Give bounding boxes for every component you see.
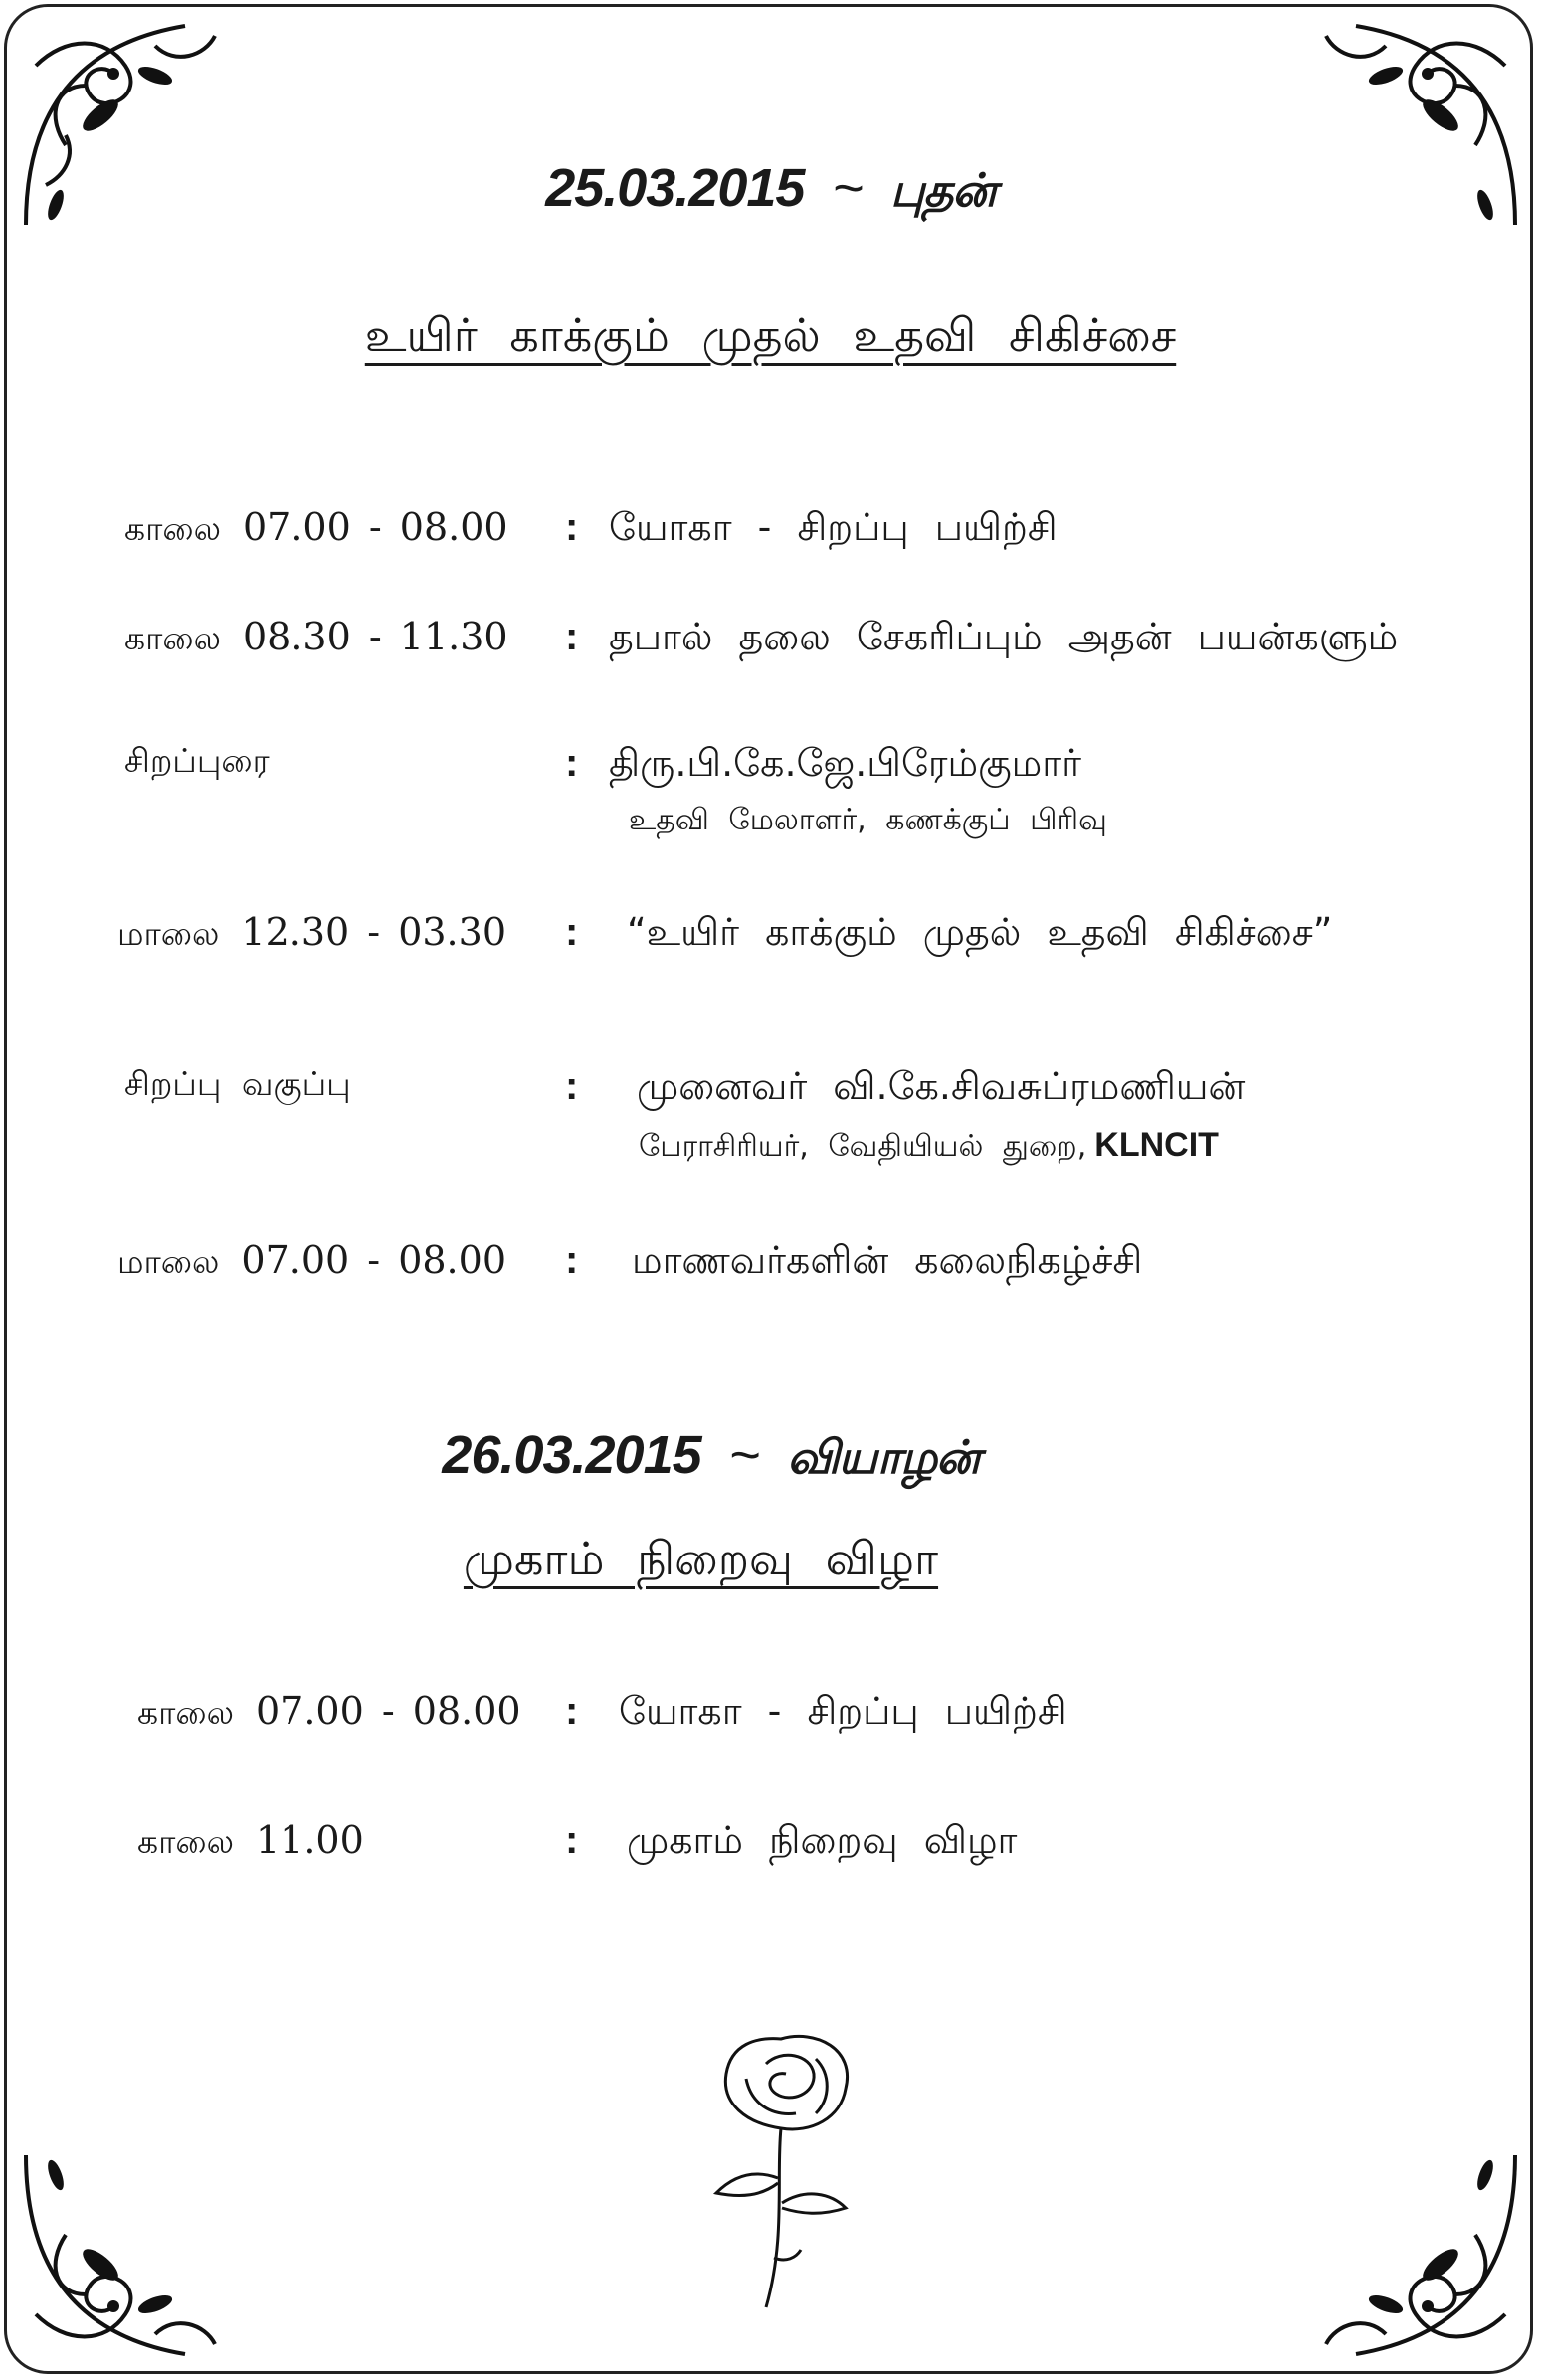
day1-topic <box>0 308 1541 369</box>
day2-date: 26.03.2015 <box>442 1425 701 1485</box>
schedule-row <box>0 1238 1541 1298</box>
row-colon: : <box>565 615 579 658</box>
row-value: முனைவர் வி.கே.சிவசுப்ரமணியன் <box>637 1064 1246 1108</box>
schedule-row <box>0 1064 1541 1164</box>
row-value: யோகா - சிறப்பு பயிற்சி <box>619 1689 1067 1733</box>
row-label: மாலை 07.00 - 08.00 <box>117 1238 506 1282</box>
row-label: மாலை 12.30 - 03.30 <box>117 910 506 954</box>
row-colon: : <box>565 505 579 549</box>
row-colon: : <box>565 1064 579 1108</box>
row-label: காலை 11.00 <box>137 1818 364 1862</box>
row-label: காலை 07.00 - 08.00 <box>137 1689 521 1733</box>
row-value: தபால் தலை சேகரிப்பும் அதன் பயன்களும் <box>609 615 1399 658</box>
schedule-row <box>0 741 1541 837</box>
day1-heading <box>0 157 1541 224</box>
day1-topic-text: உயிர் காக்கும் முதல் உதவி சிகிச்சை <box>364 308 1177 362</box>
schedule-row <box>0 1689 1541 1748</box>
row-label: சிறப்பு வகுப்பு <box>124 1064 351 1103</box>
corner-ornament-bottom-left <box>6 2135 245 2374</box>
day2-separator: ~ <box>728 1425 760 1485</box>
day2-heading <box>0 1424 1541 1491</box>
row-value: திரு.பி.கே.ஜே.பிரேம்குமார் <box>609 741 1081 785</box>
day2-weekday: வியாழன் <box>787 1430 980 1484</box>
row-label: காலை 07.00 - 08.00 <box>124 505 508 549</box>
day1-weekday: புதன் <box>890 163 996 217</box>
row-value: “உயிர் காக்கும் முதல் உதவி சிகிச்சை” <box>627 910 1333 954</box>
day1-date: 25.03.2015 <box>545 158 805 218</box>
day1-separator: ~ <box>832 158 863 218</box>
day2-topic <box>0 1532 1541 1592</box>
row-colon: : <box>565 910 579 954</box>
row-colon: : <box>565 1689 579 1733</box>
row-label: சிறப்புரை <box>124 741 270 780</box>
row-colon: : <box>565 1238 579 1282</box>
row-label: காலை 08.30 - 11.30 <box>124 615 508 658</box>
row-colon: : <box>565 741 579 785</box>
corner-ornament-bottom-right <box>1296 2135 1535 2374</box>
org-name: KLNCIT <box>1094 1126 1219 1164</box>
row-value: முகாம் நிறைவு விழா <box>627 1818 1018 1862</box>
schedule-row <box>0 1818 1541 1878</box>
schedule-row <box>0 910 1541 970</box>
schedule-row <box>0 505 1541 565</box>
row-value: யோகா - சிறப்பு பயிற்சி <box>609 505 1058 549</box>
schedule-row <box>0 615 1541 674</box>
row-subtitle: உதவி மேலாளர், கணக்குப் பிரிவு <box>629 803 1107 837</box>
row-value: மாணவர்களின் கலைநிகழ்ச்சி <box>632 1238 1143 1282</box>
rose-illustration <box>696 2019 866 2317</box>
row-colon: : <box>565 1818 579 1862</box>
row-subtitle: பேராசிரியர், வேதியியல் துறை, KLNCIT <box>639 1126 1219 1164</box>
day2-topic-text: முகாம் நிறைவு விழா <box>463 1532 939 1585</box>
